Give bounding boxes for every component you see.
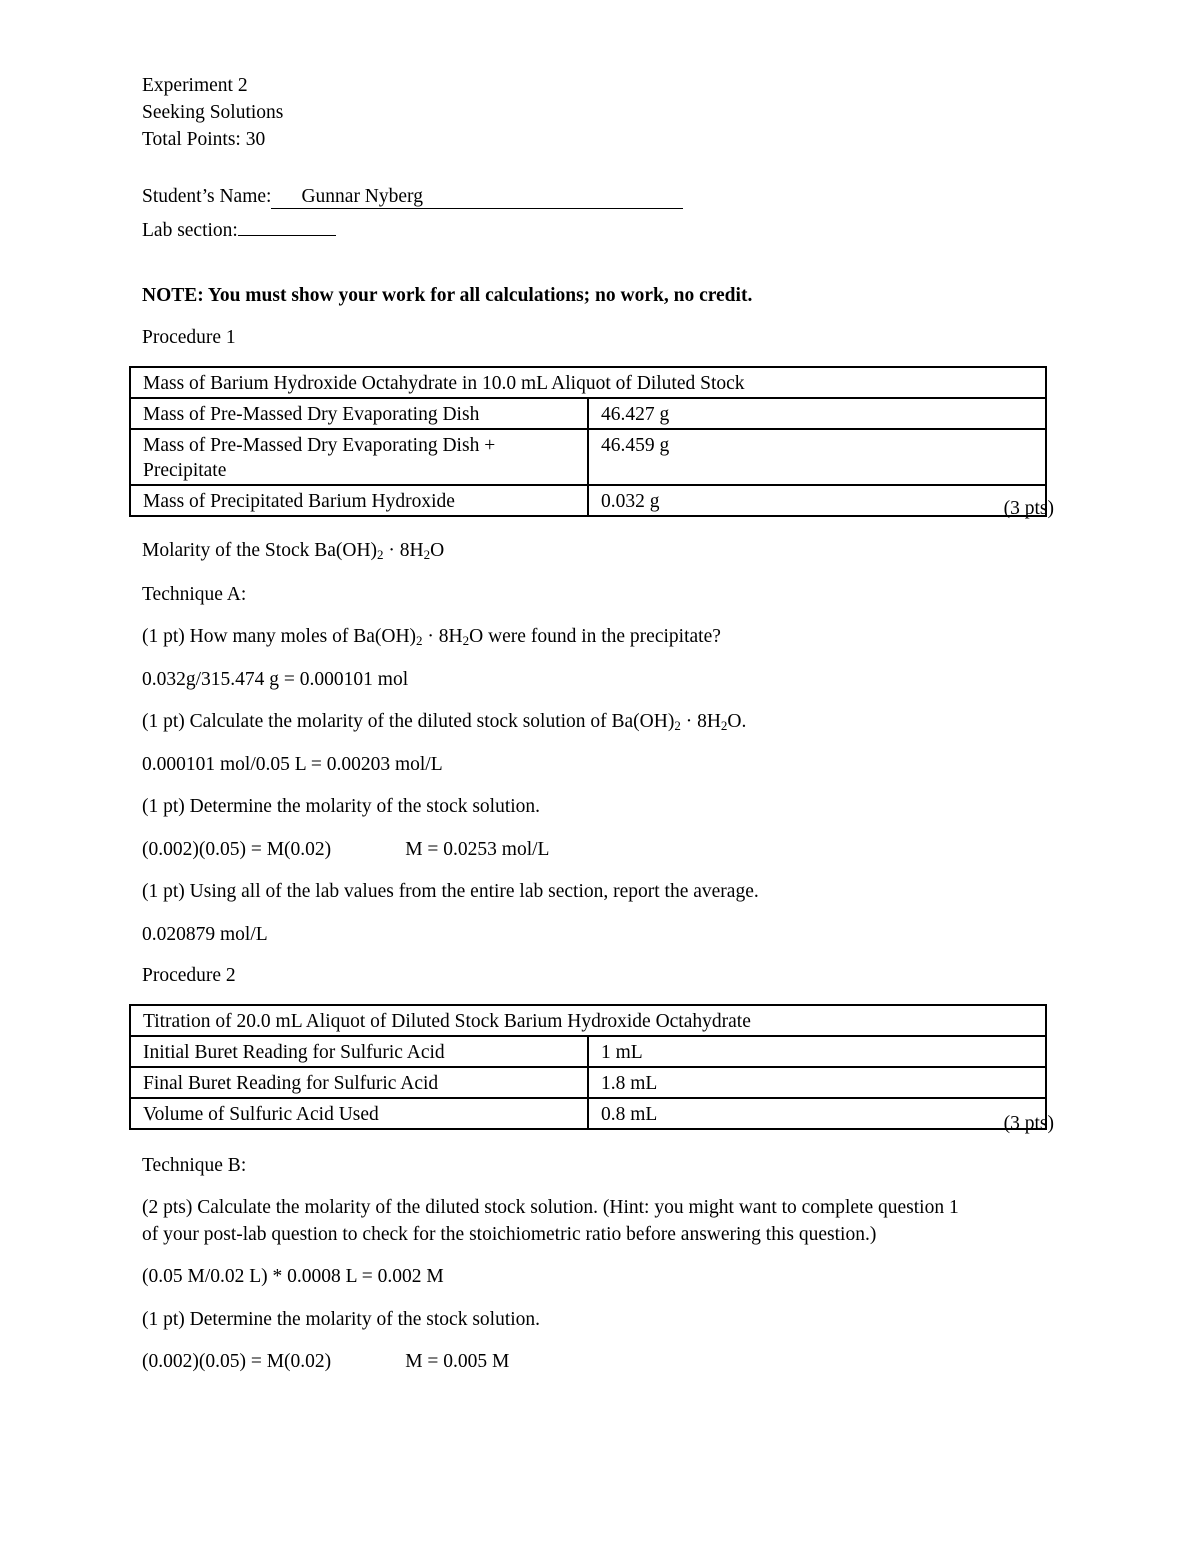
table-cell-value: 1.8 mL: [588, 1067, 1046, 1098]
text-part: · 8H: [680, 711, 721, 732]
lab-section-label: Lab section:: [142, 220, 238, 241]
table-cell-label: Initial Buret Reading for Sulfuric Acid: [130, 1036, 588, 1067]
table-cell-value: 0.8 mL: [588, 1098, 1046, 1129]
procedure-2-table: [129, 1004, 1047, 1130]
lab-section-line: [142, 215, 336, 241]
table-title-cell: Titration of 20.0 mL Aliquot of Diluted Stock Barium Hydroxide Octahydrate: [130, 1005, 1046, 1036]
equation-left: (0.002)(0.05) = M(0.02): [142, 1351, 332, 1372]
technique-b-heading: Technique B:: [142, 1155, 247, 1176]
student-name-label: Student’s Name:: [142, 186, 272, 207]
equation-left: (0.002)(0.05) = M(0.02): [142, 839, 332, 860]
text-part: (1 pt) How many moles of Ba(OH): [142, 626, 417, 647]
text-part: O were found in the precipitate?: [469, 626, 721, 647]
technique-b-question-1-line-2: of your post-lab question to check for the stoichiometric ratio before answering this question.): [142, 1224, 877, 1245]
technique-a-question-1: [142, 627, 721, 647]
table-cell-label: Mass of Pre-Massed Dry Evaporating Dish: [130, 398, 588, 429]
experiment-title: Seeking Solutions: [142, 102, 284, 123]
experiment-number: Experiment 2: [142, 75, 248, 96]
table-row: [130, 1036, 1046, 1067]
table-title-row: [130, 1005, 1046, 1036]
table-cell-value: 0.032 g: [588, 485, 1046, 516]
technique-a-heading: Technique A:: [142, 584, 247, 605]
table-row: [130, 485, 1046, 516]
technique-a-answer-2: 0.000101 mol/0.05 L = 0.00203 mol/L: [142, 754, 443, 775]
technique-a-answer-3: [142, 840, 549, 860]
table-cell-value: 1 mL: [588, 1036, 1046, 1067]
equation-right: M = 0.0253 mol/L: [405, 839, 550, 860]
table-title-cell: Mass of Barium Hydroxide Octahydrate in 10.0 mL Aliquot of Diluted Stock: [130, 367, 1046, 398]
total-points: Total Points: 30: [142, 129, 266, 150]
technique-a-question-4: (1 pt) Using all of the lab values from the entire lab section, report the average.: [142, 881, 759, 902]
technique-b-question-2: (1 pt) Determine the molarity of the stock solution.: [142, 1309, 541, 1330]
table-row: [130, 398, 1046, 429]
table-cell-value: 46.459 g: [588, 429, 1046, 485]
table-cell-value: 46.427 g: [588, 398, 1046, 429]
text-part: O.: [727, 711, 747, 732]
table-row: [130, 1067, 1046, 1098]
student-name-line: [142, 187, 683, 209]
text-part: · 8H: [422, 626, 463, 647]
label-line: Mass of Pre-Massed Dry Evaporating Dish +: [143, 435, 496, 456]
procedure-1-heading: Procedure 1: [142, 327, 236, 348]
text-part: O: [430, 540, 445, 561]
subscript: 2: [674, 718, 681, 733]
subscript: 2: [423, 547, 431, 562]
text-part: Molarity of the Stock Ba(OH): [142, 540, 378, 561]
table-cell-label: Mass of Precipitated Barium Hydroxide: [130, 485, 588, 516]
procedure-2-points: (3 pts): [1003, 1113, 1054, 1134]
technique-a-answer-4: 0.020879 mol/L: [142, 924, 268, 945]
technique-b-question-1-line-1: (2 pts) Calculate the molarity of the diluted stock solution. (Hint: you might want to complete question 1: [142, 1197, 959, 1218]
table-row: [130, 429, 1046, 485]
molarity-heading: [142, 541, 444, 561]
procedure-1-points: (3 pts): [1003, 498, 1054, 519]
table-row: [130, 1098, 1046, 1129]
subscript: 2: [720, 718, 728, 733]
technique-a-question-3: (1 pt) Determine the molarity of the stock solution.: [142, 796, 541, 817]
student-name-value: Gunnar Nyberg: [301, 186, 423, 207]
technique-b-answer-1: (0.05 M/0.02 L) * 0.0008 L = 0.002 M: [142, 1266, 444, 1287]
table-title-row: [130, 367, 1046, 398]
technique-a-question-2: [142, 712, 746, 732]
subscript: 2: [462, 633, 470, 648]
note-instruction: NOTE: You must show your work for all calculations; no work, no credit.: [142, 285, 753, 306]
technique-a-answer-1: 0.032g/315.474 g = 0.000101 mol: [142, 669, 409, 690]
procedure-1-table: [129, 366, 1047, 517]
table-cell-label: Final Buret Reading for Sulfuric Acid: [130, 1067, 588, 1098]
technique-b-answer-2: [142, 1352, 509, 1372]
table-cell-label: [130, 429, 588, 485]
equation-right: M = 0.005 M: [405, 1351, 510, 1372]
table-cell-label: Volume of Sulfuric Acid Used: [130, 1098, 588, 1129]
subscript: 2: [416, 633, 423, 648]
student-name-field[interactable]: [271, 187, 683, 209]
text-part: (1 pt) Calculate the molarity of the diluted stock solution of Ba(OH): [142, 711, 675, 732]
procedure-2-heading: Procedure 2: [142, 965, 236, 986]
lab-section-field[interactable]: [238, 215, 336, 236]
text-part: · 8H: [383, 540, 424, 561]
label-line: Precipitate: [143, 460, 227, 481]
subscript: 2: [377, 547, 384, 562]
